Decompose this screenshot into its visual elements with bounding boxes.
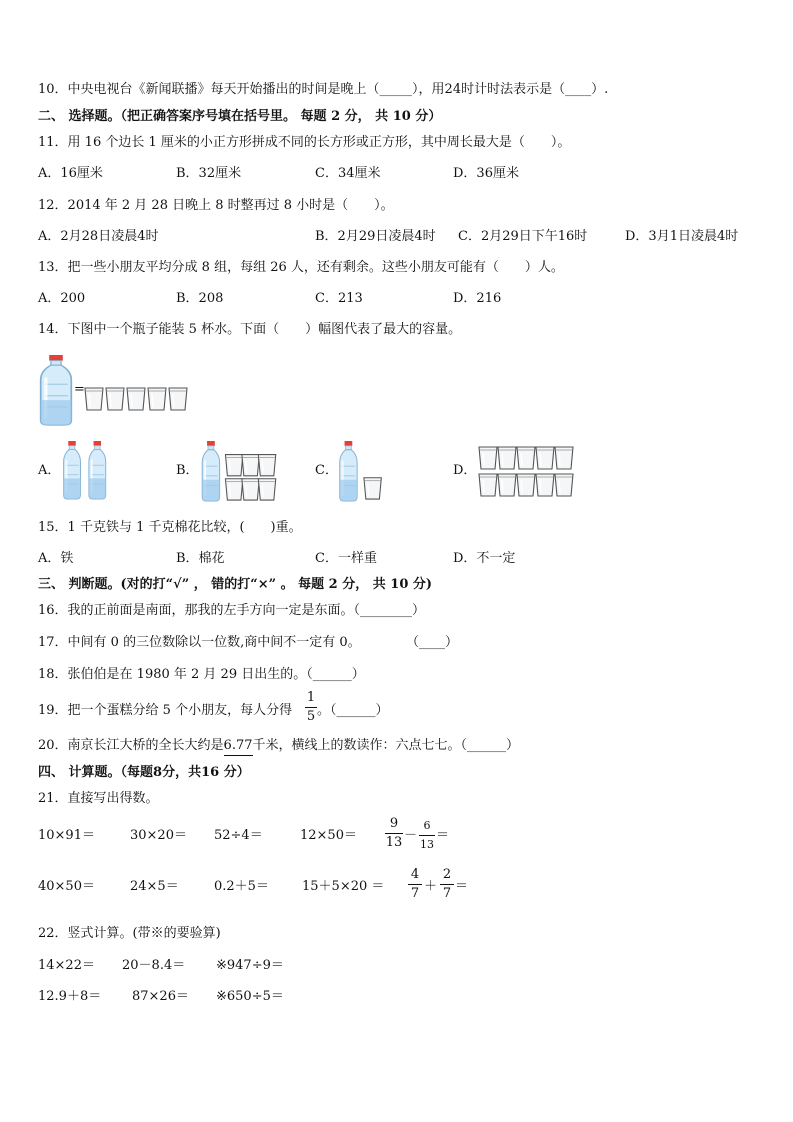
- q21-plus: ＋: [424, 879, 438, 894]
- question-17: 17．中间有 0 的三位数除以一位数,商中间不一定有 0。: [38, 635, 361, 650]
- question-12-stem: 12．2014 年 2 月 28 日晚上 8 时整再过 8 小时是（ ）。: [38, 198, 394, 213]
- q22-expr-4: 12.9＋8＝: [38, 989, 102, 1004]
- q15-option-b: B．棉花: [176, 551, 225, 566]
- q21-fraction-2-7: 2 7: [440, 867, 454, 902]
- q22-expr-2: 20－8.4＝: [122, 958, 186, 973]
- q11-option-a: A．16厘米: [38, 166, 103, 181]
- q14-option-c: C．: [315, 463, 338, 478]
- q14-option-b: B．: [176, 463, 199, 478]
- q21-minus: －: [404, 828, 418, 843]
- question-17-blank: （____）: [406, 635, 459, 650]
- q21-equals-1: ＝: [436, 828, 450, 843]
- section-4-title: 四、 计算题。（每题8分，共16 分）: [38, 765, 250, 780]
- q13-option-b: B．208: [176, 291, 224, 306]
- question-22-stem: 22．竖式计算。(带※的要验算): [38, 926, 221, 941]
- q21-expr-6: 24×5＝: [130, 879, 179, 894]
- question-11-stem: 11．用 16 个边长 1 厘米的小正方形拼成不同的长方形或正方形，其中周长最大是（ ）。: [38, 135, 571, 150]
- question-18: 18．张伯伯是在 1980 年 2 月 29 日出生的。（______）: [38, 667, 365, 682]
- q21-expr-8: 15＋5×20 ＝: [302, 879, 385, 894]
- q12-option-d: D．3月1日凌晨4时: [625, 229, 739, 244]
- bottle-and-one-cup-icon: [338, 441, 384, 501]
- q11-option-b: B．32厘米: [176, 166, 242, 181]
- q13-option-c: C．213: [315, 291, 363, 306]
- q15-option-a: A．铁: [38, 551, 74, 566]
- question-20: 20．南京长江大桥的全长大约是6.77千米，横线上的数读作：六点七七。（______）: [38, 737, 519, 756]
- ten-cups-icon: [479, 447, 573, 499]
- q22-expr-5: 87×26＝: [132, 989, 189, 1004]
- q21-expr-1: 10×91＝: [38, 828, 95, 843]
- question-15-stem: 15．1 千克铁与 1 千克棉花比较，( )重。: [38, 520, 302, 535]
- q15-option-c: C．一样重: [315, 551, 377, 566]
- q22-expr-1: 14×22＝: [38, 958, 95, 973]
- q13-option-d: D．216: [453, 291, 502, 306]
- q22-expr-6: ※650÷5＝: [216, 989, 284, 1004]
- q21-fraction-4-7: 4 7: [408, 867, 422, 902]
- q21-expr-5: 40×50＝: [38, 879, 95, 894]
- question-10: 10．中央电视台《新闻联播》每天开始播出的时间是晚上（_____），用24时计时法表示是（____）.: [38, 82, 609, 97]
- q14-option-a: A．: [38, 463, 61, 478]
- q12-option-a: A．2月28日凌晨4时: [38, 229, 159, 244]
- question-19-text: 19．把一个蛋糕分给 5 个小朋友，每人分得: [38, 703, 293, 718]
- bottle-and-six-cups-icon: [200, 441, 277, 501]
- q11-option-d: D．36厘米: [453, 166, 519, 181]
- question-16: 16．我的正前面是南面，那我的左手方向一定是东面。（________）: [38, 603, 426, 618]
- section-2-title: 二、 选择题。（把正确答案序号填在括号里。 每题 2 分， 共 10 分）: [38, 109, 442, 124]
- q21-expr-3: 52÷4＝: [214, 828, 263, 843]
- q22-expr-3: ※947÷9＝: [216, 958, 284, 973]
- question-19-blank: 。（______）: [317, 703, 389, 718]
- five-cups-icon: [85, 386, 190, 412]
- question-21-stem: 21．直接写出得数。: [38, 791, 159, 806]
- q12-option-b: B．2月29日凌晨4时: [315, 229, 436, 244]
- q21-equals-2: ＝: [455, 879, 469, 894]
- q19-fraction: 1 5: [306, 690, 316, 724]
- q14-option-d: D．: [453, 463, 477, 478]
- q21-fraction-9-13: 9 13: [385, 816, 403, 850]
- two-bottles-icon: [61, 441, 113, 499]
- equals-sign: =: [74, 382, 85, 397]
- q21-expr-2: 30×20＝: [130, 828, 187, 843]
- q21-expr-4: 12×50＝: [300, 828, 357, 843]
- section-3-title: 三、 判断题。(对的打“√” ， 错的打“×” 。 每题 2 分， 共 10 分): [38, 577, 433, 592]
- q21-fraction-6-13: 6 13: [420, 819, 434, 851]
- q15-option-d: D．不一定: [453, 551, 516, 566]
- question-13-stem: 13．把一些小朋友平均分成 8 组，每组 26 人，还有剩余。这些小朋友可能有（ ）人。: [38, 260, 564, 275]
- q21-expr-7: 0.2＋5＝: [214, 879, 269, 894]
- q12-option-c: C．2月29日下午16时: [458, 229, 588, 244]
- q11-option-c: C．34厘米: [315, 166, 381, 181]
- question-14-stem: 14．下图中一个瓶子能装 5 杯水。下面（ ）幅图代表了最大的容量。: [38, 322, 462, 337]
- q13-option-a: A．200: [38, 291, 86, 306]
- bottle-icon: [39, 355, 73, 425]
